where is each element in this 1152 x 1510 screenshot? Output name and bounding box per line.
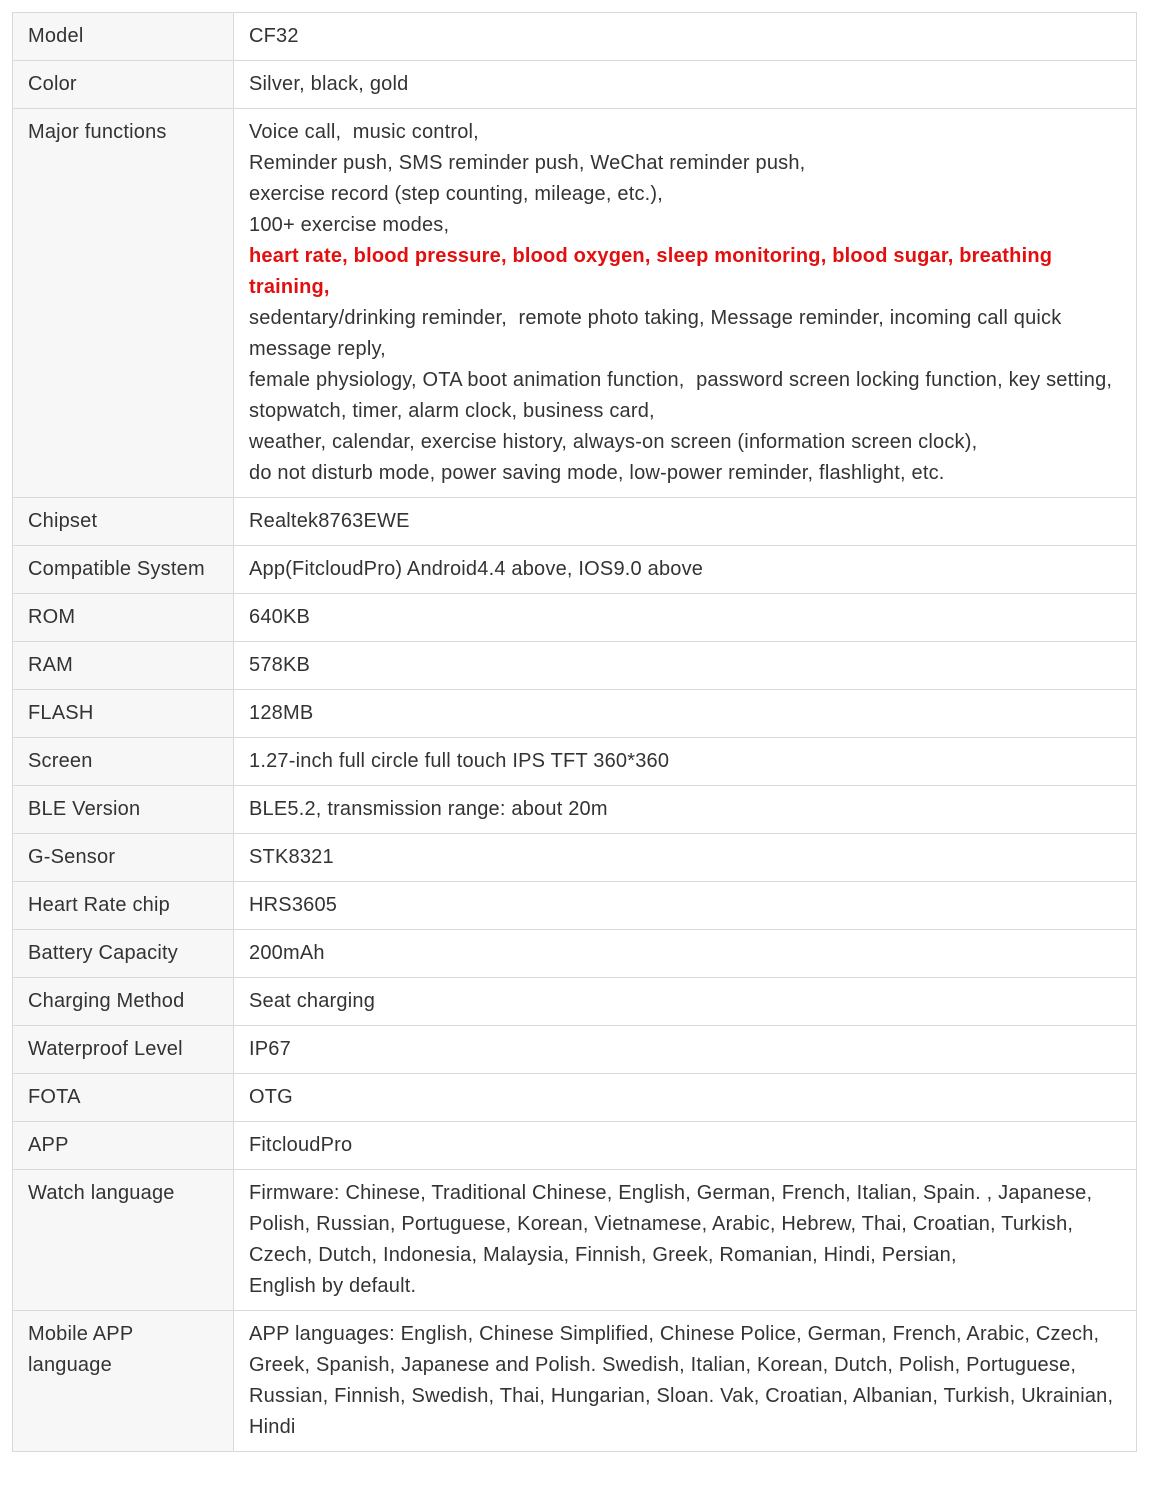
function-line: female physiology, OTA boot animation function, password screen locking function, key setting, stopwatch, timer, alarm clock, business card, [249, 369, 1118, 422]
spec-value-major-functions [234, 109, 1137, 498]
spec-row-waterproof-level [13, 1026, 1137, 1074]
spec-label-color: Color [13, 61, 234, 109]
function-line: 100+ exercise modes, [249, 214, 450, 236]
spec-label-mobile-app-language: Mobile APP language [13, 1311, 234, 1452]
spec-value-battery-capacity: 200mAh [234, 930, 1137, 978]
spec-row-g-sensor [13, 834, 1137, 882]
spec-table [12, 12, 1137, 1452]
spec-label-fota: FOTA [13, 1074, 234, 1122]
spec-row-battery-capacity [13, 930, 1137, 978]
function-line: Voice call, music control, [249, 121, 479, 143]
spec-label-chipset: Chipset [13, 498, 234, 546]
function-line: sedentary/drinking reminder, remote photo taking, Message reminder, incoming call quick message reply, [249, 307, 1068, 360]
spec-label-ram: RAM [13, 642, 234, 690]
spec-value-rom: 640KB [234, 594, 1137, 642]
spec-label-battery-capacity: Battery Capacity [13, 930, 234, 978]
spec-value-g-sensor: STK8321 [234, 834, 1137, 882]
spec-label-watch-language: Watch language [13, 1170, 234, 1311]
spec-label-g-sensor: G-Sensor [13, 834, 234, 882]
spec-row-fota [13, 1074, 1137, 1122]
spec-label-heart-rate-chip: Heart Rate chip [13, 882, 234, 930]
spec-value-ram: 578KB [234, 642, 1137, 690]
spec-value-screen: 1.27-inch full circle full touch IPS TFT 360*360 [234, 738, 1137, 786]
spec-label-waterproof-level: Waterproof Level [13, 1026, 234, 1074]
spec-value-fota: OTG [234, 1074, 1137, 1122]
highlighted-health-functions: heart rate, blood pressure, blood oxygen, sleep monitoring, blood sugar, breathing training, [249, 245, 1058, 298]
spec-value-mobile-app-language: APP languages: English, Chinese Simplified, Chinese Police, German, French, Arabic, Czech, Greek, Spanish, Japanese and Polish. Swedish, Italian, Korean, Dutch, Polish, Portuguese, Russian, Finnish, Swedish, Thai, Hungarian, Sloan. Vak, Croatian, Albanian, Turkish, Ukrainian, Hindi [234, 1311, 1137, 1452]
function-line: do not disturb mode, power saving mode, low-power reminder, flashlight, etc. [249, 462, 945, 484]
spec-value-heart-rate-chip: HRS3605 [234, 882, 1137, 930]
spec-row-major-functions [13, 109, 1137, 498]
spec-row-color [13, 61, 1137, 109]
spec-label-screen: Screen [13, 738, 234, 786]
spec-row-flash [13, 690, 1137, 738]
spec-row-ble-version [13, 786, 1137, 834]
spec-row-screen [13, 738, 1137, 786]
spec-value-compatible-system: App(FitcloudPro) Android4.4 above, IOS9.0 above [234, 546, 1137, 594]
spec-value-flash: 128MB [234, 690, 1137, 738]
spec-label-compatible-system: Compatible System [13, 546, 234, 594]
spec-label-ble-version: BLE Version [13, 786, 234, 834]
spec-label-app: APP [13, 1122, 234, 1170]
watch-language-line: English by default. [249, 1275, 417, 1297]
spec-value-waterproof-level: IP67 [234, 1026, 1137, 1074]
spec-label-rom: ROM [13, 594, 234, 642]
spec-label-flash: FLASH [13, 690, 234, 738]
spec-value-app: FitcloudPro [234, 1122, 1137, 1170]
spec-label-charging-method: Charging Method [13, 978, 234, 1026]
function-line: Reminder push, SMS reminder push, WeChat reminder push, [249, 152, 806, 174]
spec-row-charging-method [13, 978, 1137, 1026]
spec-row-watch-language [13, 1170, 1137, 1311]
watch-language-line: Firmware: Chinese, Traditional Chinese, English, German, French, Italian, Spain. , Japanese, Polish, Russian, Portuguese, Korean, Vietnamese, Arabic, Hebrew, Thai, Croatian, Turkish, Czech, Dutch, Indonesia, Malaysia, Finnish, Greek, Romanian, Hindi, Persian, [249, 1182, 1099, 1266]
spec-value-ble-version: BLE5.2, transmission range: about 20m [234, 786, 1137, 834]
spec-value-chipset: Realtek8763EWE [234, 498, 1137, 546]
spec-row-model [13, 13, 1137, 61]
spec-value-charging-method: Seat charging [234, 978, 1137, 1026]
spec-row-rom [13, 594, 1137, 642]
function-line: exercise record (step counting, mileage, etc.), [249, 183, 664, 205]
spec-row-mobile-app-language [13, 1311, 1137, 1452]
spec-row-ram [13, 642, 1137, 690]
spec-row-heart-rate-chip [13, 882, 1137, 930]
spec-value-model: CF32 [234, 13, 1137, 61]
spec-row-app [13, 1122, 1137, 1170]
spec-row-compatible-system [13, 546, 1137, 594]
spec-label-model: Model [13, 13, 234, 61]
spec-value-color: Silver, black, gold [234, 61, 1137, 109]
spec-row-chipset [13, 498, 1137, 546]
function-line: weather, calendar, exercise history, always-on screen (information screen clock), [249, 431, 978, 453]
spec-value-watch-language [234, 1170, 1137, 1311]
spec-label-major-functions: Major functions [13, 109, 234, 498]
